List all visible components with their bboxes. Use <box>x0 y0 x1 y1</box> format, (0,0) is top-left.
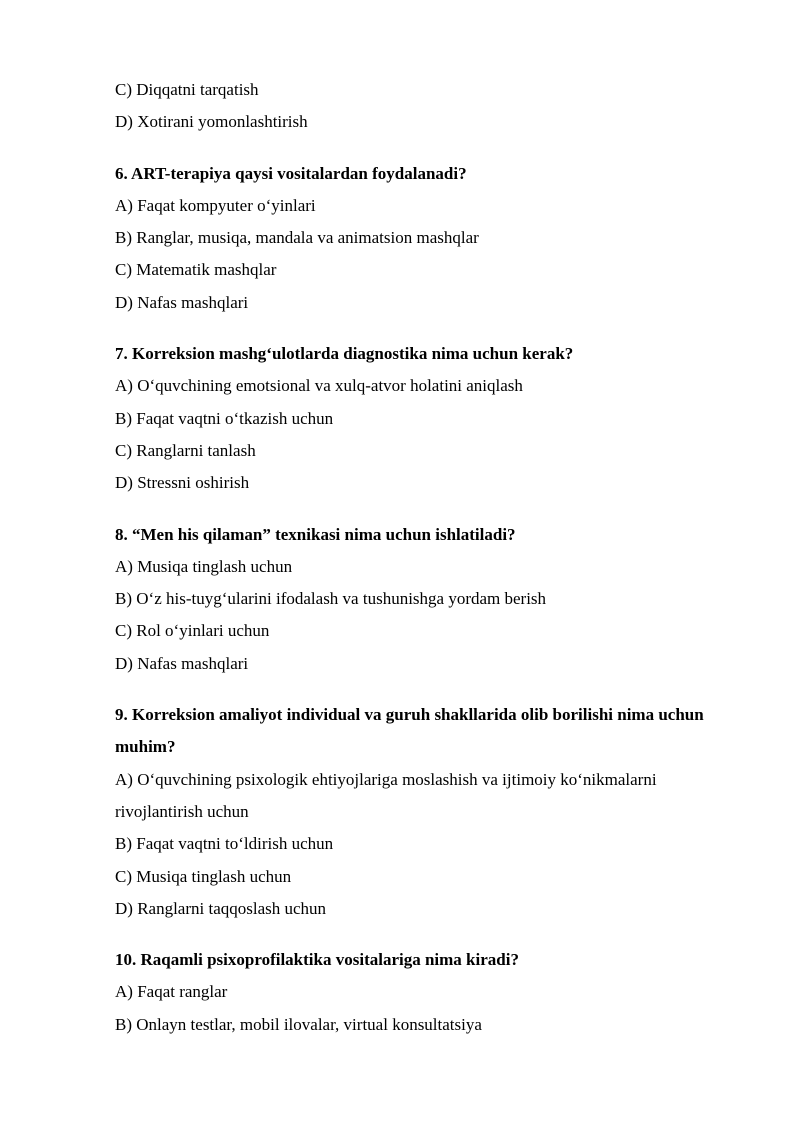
answer-option: D) Xotirani yomonlashtirish <box>115 112 308 132</box>
answer-option: D) Stressni oshirish <box>115 473 250 493</box>
answer-option: C) Matematik mashqlar <box>115 260 277 280</box>
answer-option: B) Faqat vaqtni o‘tkazish uchun <box>115 408 334 428</box>
question-8: 8. “Men his qilaman” texnikasi nima uchun ishlatiladi? <box>115 524 516 544</box>
answer-option: B) Onlayn testlar, mobil ilovalar, virtual konsultatsiya <box>115 1014 482 1034</box>
question-10: 10. Raqamli psixoprofilaktika vositalariga nima kiradi? <box>115 950 519 970</box>
answer-option: B) Ranglar, musiqa, mandala va animatsion mashqlar <box>115 228 479 248</box>
answer-option: C) Ranglarni tanlash <box>115 440 256 460</box>
answer-option: A) Faqat kompyuter o‘yinlari <box>115 195 316 215</box>
answer-option: C) Diqqatni tarqatish <box>115 80 259 99</box>
question-6: 6. ART-terapiya qaysi vositalardan foydalanadi? <box>115 163 467 183</box>
answer-option: A) Faqat ranglar <box>115 982 228 1002</box>
answer-option: B) Faqat vaqtni to‘ldirish uchun <box>115 834 334 854</box>
question-7: 7. Korreksion mashg‘ulotlarda diagnostika nima uchun kerak? <box>115 344 574 364</box>
answer-option: D) Ranglarni taqqoslash uchun <box>115 898 327 918</box>
answer-option: A) O‘quvchining psixologik ehtiyojlariga moslashish va ijtimoiy ko‘nikmalarni rivojlantirish uchun <box>115 769 657 821</box>
answer-option: A) O‘quvchining emotsional va xulq-atvor holatini aniqlash <box>115 376 523 396</box>
answer-option: D) Nafas mashqlari <box>115 292 249 312</box>
answer-option: D) Nafas mashqlari <box>115 653 249 673</box>
quiz-content <box>115 74 715 1041</box>
answer-option: A) Musiqa tinglash uchun <box>115 556 293 576</box>
answer-option: B) O‘z his-tuyg‘ularini ifodalash va tushunishga yordam berish <box>115 589 547 609</box>
question-9: 9. Korreksion amaliyot individual va guruh shakllarida olib borilishi nima uchun muhim? <box>115 705 704 757</box>
answer-option: C) Rol o‘yinlari uchun <box>115 621 270 641</box>
answer-option: C) Musiqa tinglash uchun <box>115 866 292 886</box>
